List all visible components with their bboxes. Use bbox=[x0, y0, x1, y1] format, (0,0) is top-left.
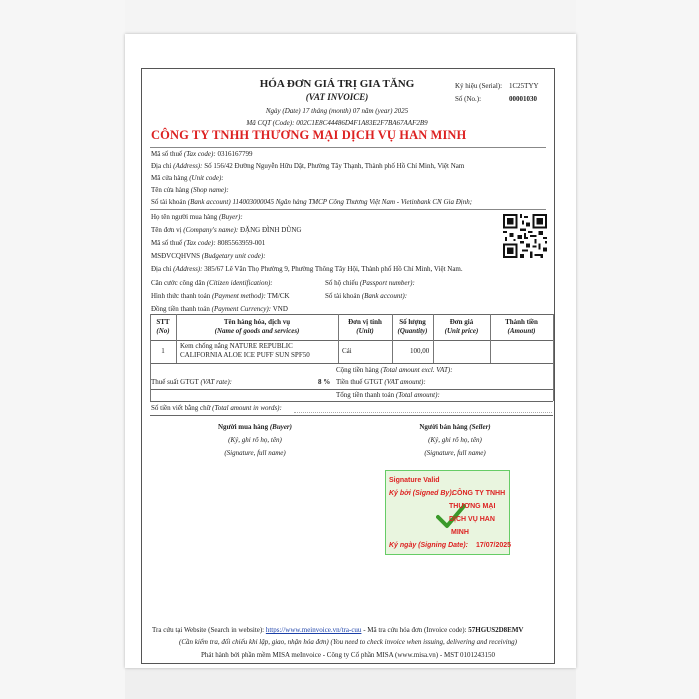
th-no: STT bbox=[156, 318, 170, 326]
buyer-currency-label: Đồng tiền thanh toán bbox=[151, 305, 210, 313]
seller-bank-value: 114003000045 Ngân hàng TMCP Công Thương Việt Nam - Vietinbank CN Gia Định; bbox=[232, 198, 473, 206]
seller-shop-name-label-en: (Shop name): bbox=[190, 186, 229, 194]
vat-rate-label: Thuế suất GTGT bbox=[151, 378, 199, 386]
signed-by-line3: DỊCH VỤ HAN bbox=[449, 516, 495, 523]
issuer-note: Phát hành bởi phần mềm MISA meInvoice - Công ty Cổ phần MISA (www.misa.vn) - MST 0101243150 bbox=[201, 651, 495, 659]
buyer-tax-label: Mã số thuế bbox=[151, 239, 183, 247]
invoice-cqt-code: Mã CQT (Code): 002C1E8C44486D4F1A83E2F7BA67AAF2B9 bbox=[246, 119, 428, 127]
seller-sign-title-en: (Seller) bbox=[469, 423, 491, 431]
seller-unit-code-label: Mã cửa hàng bbox=[151, 174, 188, 182]
signing-date-value: 17/07/2025 bbox=[476, 542, 512, 549]
lookup-prefix: Tra cứu tại Website (Search in website): bbox=[152, 626, 265, 634]
qr-code-icon bbox=[503, 214, 547, 258]
seller-sign-title: Người bán hàng bbox=[419, 423, 468, 431]
seller-address: Số 156/42 Đường Nguyễn Hữu Dật, Phường Tây Thạnh, Thành phố Hồ Chí Minh, Việt Nam bbox=[204, 162, 465, 170]
buyer-address-label-en: (Address): bbox=[173, 265, 203, 273]
buyer-sign-title: Người mua hàng bbox=[217, 423, 269, 431]
lookup-code-label: - Mã tra cứu hóa đơn (Invoice code): bbox=[363, 626, 467, 634]
divider bbox=[150, 415, 553, 416]
vat-amount-label: Tiền thuế GTGT bbox=[336, 378, 383, 386]
th-price-en: (Unit price) bbox=[444, 327, 479, 335]
buyer-tax-label-en: (Tax code): bbox=[183, 239, 216, 247]
th-unit-en: (Unit) bbox=[356, 327, 374, 335]
buyer-budget-label-en: (Budgetary unit code): bbox=[201, 252, 266, 260]
divider bbox=[150, 147, 546, 148]
buyer-currency-label-en: (Payment Currency): bbox=[211, 305, 272, 313]
seller-bank-label-en: (Bank account) bbox=[187, 198, 231, 206]
th-price: Đơn giá bbox=[449, 318, 474, 326]
table-bottom-border bbox=[150, 389, 553, 390]
invoice-no-label: Số (No.): bbox=[455, 95, 482, 103]
buyer-citizen-label-en: (Citizen identification): bbox=[206, 279, 273, 287]
row-no: 1 bbox=[161, 347, 165, 355]
th-unit: Đơn vị tính bbox=[348, 318, 382, 326]
table-col-line bbox=[553, 314, 554, 401]
screen-right-margin bbox=[576, 0, 699, 699]
seller-tax-code: 0316167799 bbox=[217, 150, 253, 158]
invoice-title-en: (VAT INVOICE) bbox=[305, 92, 369, 102]
buyer-citizen-label: Căn cước công dân bbox=[151, 279, 205, 287]
buyer-company: ĐẶNG ĐÌNH DŨNG bbox=[240, 226, 302, 234]
th-name: Tên hàng hóa, dịch vụ bbox=[223, 318, 291, 326]
th-name-en: (Name of goods and services) bbox=[214, 327, 300, 335]
signature-valid: Signature Valid bbox=[389, 477, 440, 484]
seller-sign-hint-en: (Signature, full name) bbox=[424, 449, 486, 457]
lookup-code: 57HGUS2D8EMV bbox=[468, 626, 524, 634]
th-qty: Số lượng bbox=[399, 318, 426, 326]
buyer-address: 385/67 Lê Văn Thọ Phường 9, Phường Thông Tây Hội, Thành phố Hồ Chí Minh, Việt Nam. bbox=[204, 265, 463, 273]
seller-tax-label: Mã số thuế bbox=[151, 150, 183, 158]
words-dotted-line bbox=[294, 412, 552, 413]
screen-left-margin bbox=[0, 0, 125, 699]
buyer-bank-label-en: (Bank account): bbox=[361, 292, 408, 300]
buyer-address-label: Địa chỉ bbox=[151, 265, 172, 273]
check-note: (Cần kiểm tra, đối chiếu khi lập, giao, nhận hóa đơn) (You need to check invoice when issuing, delivering and receiving) bbox=[179, 638, 517, 646]
buyer-tax: 8085563959-001 bbox=[217, 239, 266, 247]
serial-value: 1C25TYY bbox=[509, 82, 539, 90]
signing-date-label: Ký ngày (Signing Date): bbox=[389, 542, 468, 549]
buyer-company-label: Tên đơn vị bbox=[151, 226, 182, 234]
buyer-payment-label-en: (Payment method): bbox=[211, 292, 266, 300]
seller-shop-name-label: Tên cửa hàng bbox=[151, 186, 189, 194]
table-words-border bbox=[150, 401, 553, 402]
signed-by-line2: THƯƠNG MẠI bbox=[449, 503, 496, 510]
table-top-border bbox=[150, 314, 553, 315]
signed-by-line1: CÔNG TY TNHH bbox=[452, 490, 506, 497]
row-name-line2: CALIFORNIA ALOE ICE PUFF SUN SPF50 bbox=[180, 351, 310, 359]
th-qty-en: (Quantity) bbox=[397, 327, 428, 335]
seller-tax-label-en: (Tax code): bbox=[183, 150, 216, 158]
th-no-en: (No) bbox=[156, 327, 170, 335]
divider bbox=[150, 209, 546, 210]
total-label-en: (Total amount): bbox=[395, 391, 440, 399]
seller-sign-hint: (Ký, ghi rõ họ, tên) bbox=[428, 436, 482, 444]
seller-unit-code-label-en: (Unit code): bbox=[189, 174, 224, 182]
buyer-sign-hint-en: (Signature, full name) bbox=[224, 449, 286, 457]
th-amount-en: (Amount) bbox=[507, 327, 536, 335]
invoice-title: HÓA ĐƠN GIÁ TRỊ GIA TĂNG bbox=[259, 78, 415, 90]
seller-address-label-en: (Address): bbox=[173, 162, 203, 170]
subtotal-label-en: (Total amount excl. VAT): bbox=[380, 366, 453, 374]
buyer-payment: TM/CK bbox=[267, 292, 290, 300]
vat-rate-label-en: (VAT rate): bbox=[200, 378, 233, 386]
signed-by-line4: MINH bbox=[451, 529, 469, 536]
seller-address-label: Địa chỉ bbox=[151, 162, 172, 170]
buyer-passport-label: Số hộ chiếu bbox=[325, 279, 359, 287]
buyer-sign-title-en: (Buyer) bbox=[269, 423, 292, 431]
row-name-line1: Kem chống nắng NATURE REPUBLIC bbox=[180, 342, 293, 350]
table-row-border bbox=[150, 363, 553, 364]
total-label: Tổng tiền thanh toán bbox=[336, 391, 395, 399]
row-qty: 100,00 bbox=[410, 347, 430, 355]
seller-company-name: CÔNG TY TNHH THƯƠNG MẠI DỊCH VỤ HAN MINH bbox=[151, 128, 467, 142]
buyer-name-label-en: (Buyer): bbox=[218, 213, 243, 221]
serial-label: Ký hiệu (Serial): bbox=[455, 82, 503, 90]
buyer-passport-label-en: (Passport number): bbox=[359, 279, 415, 287]
table-header-border bbox=[150, 340, 553, 341]
invoice-no-value: 00001030 bbox=[509, 95, 537, 103]
words-label-en: (Total amount in words): bbox=[212, 404, 282, 412]
buyer-sign-hint: (Ký, ghi rõ họ, tên) bbox=[228, 436, 282, 444]
buyer-budget-label: MSĐVCQHVNS bbox=[151, 252, 201, 260]
row-unit: Cái bbox=[342, 347, 352, 355]
buyer-payment-label: Hình thức thanh toán bbox=[151, 292, 211, 300]
th-amount: Thành tiền bbox=[505, 318, 538, 326]
vat-rate-value: 8 % bbox=[318, 378, 331, 386]
seller-bank-label: Số tài khoản bbox=[151, 198, 186, 206]
buyer-bank-label: Số tài khoản bbox=[325, 292, 360, 300]
words-label: Số tiền viết bằng chữ bbox=[151, 404, 211, 412]
subtotal-label: Cộng tiền hàng bbox=[336, 366, 379, 374]
lookup-link[interactable]: https://www.meinvoice.vn/tra-cuu bbox=[265, 626, 362, 634]
signed-by-label: Ký bởi (Signed By): bbox=[389, 490, 454, 497]
buyer-company-label-en: (Company's name): bbox=[183, 226, 239, 234]
buyer-currency: VND bbox=[272, 305, 288, 313]
invoice-date: Ngày (Date) 17 tháng (month) 07 năm (year) 2025 bbox=[265, 107, 409, 115]
vat-amount-label-en: (VAT amount): bbox=[384, 378, 426, 386]
buyer-name-label: Họ tên người mua hàng bbox=[151, 213, 218, 221]
